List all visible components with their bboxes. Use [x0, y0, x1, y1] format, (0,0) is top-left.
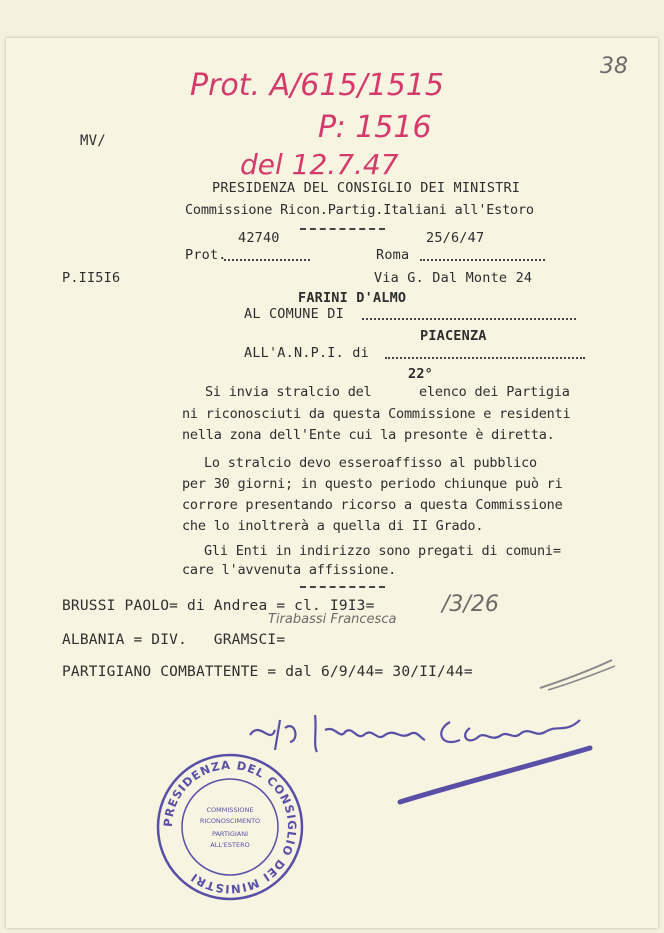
entry-line-2: ALBANIA = DIV. GRAMSCI=: [62, 632, 286, 648]
stamp-center-line-1: COMMISSIONE: [206, 806, 254, 814]
body-p3-line-2: care l'avvenuta affissione.: [182, 562, 397, 578]
header-org: PRESIDENZA DEL CONSIGLIO DEI MINISTRI: [212, 180, 521, 196]
entry-mother-name: Tirabassi Francesca: [268, 612, 397, 627]
body-p3-line-1: Gli Enti in indirizzo sono pregati di comuni=: [204, 543, 561, 559]
stamp-center-line-4: ALL'ESTERO: [210, 841, 250, 849]
body-p2-line-2: per 30 giorni; in questo periodo chiunque può ri: [182, 476, 563, 492]
address-line: Via G. Dal Monte 24: [374, 270, 533, 286]
comune-label: AL COMUNE DI: [244, 306, 344, 322]
body-p1-line-3: nella zona dell'Ente cui la presonte è diretta.: [182, 427, 555, 443]
comune-value: FARINI D'ALMO: [298, 290, 407, 306]
left-reference: P.II5I6: [62, 270, 121, 286]
handwritten-p-number: P: 1516: [318, 110, 432, 145]
entry-line-3: PARTIGIANO COMBATTENTE = dal 6/9/44= 30/II/44=: [62, 664, 473, 680]
stamp-center-line-3: PARTIGIANI: [211, 830, 249, 838]
protocol-date: 25/6/47: [426, 230, 485, 246]
anpi-value: PIACENZA: [420, 328, 487, 344]
city-label: Roma: [376, 247, 410, 263]
handwritten-date: del 12.7.47: [240, 148, 399, 181]
stamp-ring-text: PRESIDENZA DEL CONSIGLIO DEI MINISTRI: [160, 757, 300, 897]
entry-handwritten-number: /3/26: [442, 592, 499, 617]
page-number: 38: [600, 54, 628, 79]
stamp-center-line-2: RICONOSCIMENTO: [199, 817, 261, 825]
handwritten-protocol: Prot. A/615/1515: [190, 68, 444, 103]
header-commission: Commissione Ricon.Partig.Italiani all'Estoro: [185, 202, 534, 218]
body-p1-line-1: Si invia stralcio del elenco dei Partigia: [205, 384, 570, 400]
official-stamp: [155, 752, 305, 902]
list-number: 22°: [408, 366, 433, 382]
body-p1-line-2: ni riconosciuti da questa Commissione e residenti: [182, 406, 571, 422]
mv-mark: MV/: [80, 133, 106, 149]
entry-line-1: BRUSSI PAOLO= di Andrea = cl. I9I3=: [62, 598, 375, 614]
body-p2-line-1: Lo stralcio devo esseroaffisso al pubblico: [204, 455, 537, 471]
body-p2-line-4: che lo inoltrerà a quella di II Grado.: [182, 518, 484, 534]
body-p2-line-3: corrore presentando ricorso a questa Commissione: [182, 497, 563, 513]
protocol-label: Prot.: [185, 247, 227, 263]
anpi-label: ALL'A.N.P.I. di: [244, 345, 369, 361]
protocol-number: 42740: [238, 230, 280, 246]
